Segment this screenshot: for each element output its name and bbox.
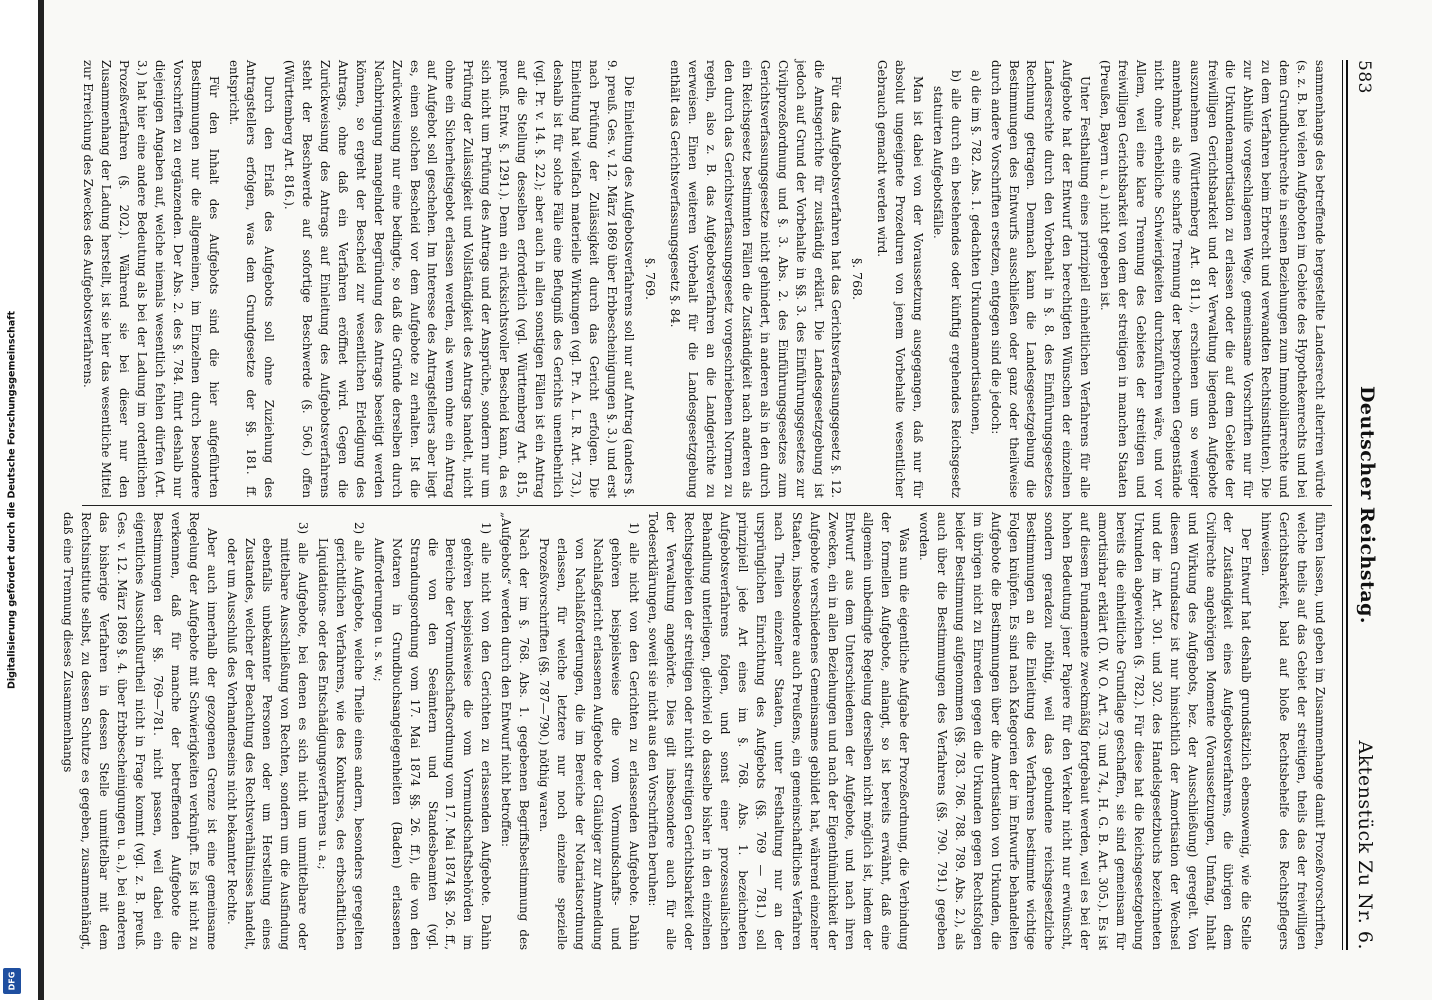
outer-margin xyxy=(0,0,38,1000)
paragraph: Die Einleitung des Aufgebotsverfahrens soll nur auf Antrag (anders §. 9. preuß. Ges. v. 12. März 1869 über Erbbescheinigungen §. 3.) und erst nach Prüfung der Zulässigkeit durch das Gericht erfolgen. Die Einleitung hat vielfach materielle Wirkungen (vgl. Pr. A. L. R. Art. 73.), deshalb ist für solche Fälle eine Befugniß des Gerichts unentbehrlich (vgl. Pr. v. 14. §. 22.); aber auch in allen sonstigen Fällen ist ein Antrag auf die Stellung desselben erforderlich (vgl. Württemberg Art. 815, preuß. Entw. §. 1291.). Denn ein rücksichtsvoller Bescheid kann, da es sich nicht um Prüfung des Antrags und der Ansprüche, sondern nur um Prüfung der Zulässigkeit und Vollständigkeit des Antrags handelt, nicht ohne ein Sicherheitsgebot erlassen werden, als wenn ohne ein Antrag auf Aufgebot soll geschehen. Im Interesse des Antragstellers aber liegt es, einen solchen Bescheid vor dem Aufgebote zu erhalten. Ist die Zurückweisung nur eine bedingte, so daß die Gründe derselben durch Nachbringung mangelnder Begründung des Antrags beseitigt werden können, so ergeht der Bescheid zur wesentlichen Erledigung des Antrags, ohne daß ein Verfahren eröffnet wird. Gegen die Zurückweisung des Antrags auf Einleitung des Aufgebotsverfahrens steht der Beschwerde auf sofortige Beschwerde (§. 506.) offen (Württemberg Art. 816.). xyxy=(282,60,637,498)
left-text-column xyxy=(81,60,1328,498)
rotated-page-content xyxy=(38,0,1432,1000)
digitization-credit xyxy=(2,40,22,960)
paragraph: Der Entwurf hat deshalb grundsätzlich ebensowenig, wie die Stelle der Zuständigkeit eines Aufgebotsverfahrens, die übrigen dem Civilrechte angehörigen Momente (Voraussetzungen, Umfang, Inhalt und Wirkung des Aufgebots, bez. der Ausschließung) geregelt. Von diesem Grundsatze ist nur hinsichtlich der Amortisation der Wechsel und der im Art. 301. und 302. des Handelsgesetzbuchs bezeichneten Urkunden abgewichen (§. 782.). Für diese hat die Reichsgesetzgebung bereits die einheitliche Grundlage geschaffen, sie sind gemeinsam für amortisirbar erklärt (D. W. O. Art. 73. und 74., H. G. B. Art. 305.). Es ist auf diesem Fundamente zweckmäßig fortgebaut werden, weil es bei der hohen Bedeutung jener Papiere für den Verkehr nicht nur erwünscht, sondern geradezu nöthig, weil das gebundene reichsgesetzliche Bestimmungen an die Einleitung des Verfahrens bestimmte wichtige Folgen knüpfen. Es sind nach Kategorien der im Entwurfe behandelten Aufgebote die Bestimmungen über die Amortisation von Urkunden, die im übrigen nicht zu Einreden gegen die Urkunden gegen Rechtsfolgen beider Bestimmung aufgenommen (§§. 783. 786. 788. 789. Abs. 2.), als auch über die Bestimmungen des Verfahrens (§§. 790. 791.) gegeben worden. xyxy=(917,512,1254,950)
header-rule xyxy=(1342,60,1348,950)
paragraph: b) alle durch ein bestehendes oder künftig ergehendes Reichsgesetz statuirten Aufgebotsfälle. xyxy=(930,70,963,498)
paragraph: 2) alle Aufgebote, welche Theile eines andern, besonders geregelten gerichtlichen Verfahrens, wie des Konkurses, des erbschaftlichen Liquidations- oder des Entschädigungsverfahrens u. a.; xyxy=(316,522,366,950)
dfg-logo xyxy=(3,968,21,994)
column-divider xyxy=(82,505,1332,506)
paragraph: Nach der im §. 768. Abs. 1. gegebenen Begriffsbestimmung des „Aufgebots“ werden durch den Entwurf nicht betroffen: xyxy=(499,512,532,950)
page-header xyxy=(1346,60,1380,950)
paragraph: Für das Aufgebotsverfahren hat das Gerichtsverfassungsgesetz §. 12. die Amtsgerichte für zuständig erklärt. Die Landesgesetzgebung ist jedoch auf Grund der Vorbehalte in §§. 3. des Einführungsgesetzes zur Civilprozeßordnung und §. 3. Abs. 2. des Einführungsgesetzes zum Gerichtsverfassungsgesetze nicht gehindert, in anderen als in den durch ein Reichsgesetz bestimmten Fällen die Zuständigkeit nach anderen als den durch das Gerichtsverfassungsgesetz vorgeschriebenen Normen zu regeln, also z. B. das Aufgebotsverfahren an die Landgerichte zu verweisen. Einen weiteren Vorbehalt für die Landesgesetzgebung enthält das Gerichtsverfassungsgesetz §. 84. xyxy=(668,60,844,498)
paragraph: Für den Inhalt des Aufgebots sind die hier aufgeführten Bestimmungen nur die allgemeinen, im Einzelnen durch besondere Vorschriften zu ergänzenden. Der Abs. 2. des §. 784. führt deshalb nur diejenigen Angaben auf, welche niemals wesentlich fehlen dürfen (Art. 3.) hat hier eine andere Bedeutung als bei der Ladung im ordentlichen Prozeßverfahren (§. 202.). Während sie bei dieser nur den Zusammenhang der Ladung herstellt, ist sie hier das wesentliche Mittel zur Erreichung des Zweckes des Aufgebotsverfahrens. xyxy=(81,60,221,498)
credit-text: Digitalisierung gefördert durch die Deutsche Forschungsgemeinschaft xyxy=(6,311,18,689)
paragraph: Was nun die eigentliche Aufgabe der Prozeßordnung, die Verbindung der formellen Aufgebote, anlangt, so ist bereits erwähnt, daß eine allgemein unbedingte Regelung derselben nicht möglich ist, indem der Entwurf aus dem Unterschiedenen der Aufgebote, und nach ihren Zwecken, ein in allen Beziehungen und nach der Eigenthümlichkeit der Aufgebote verschiedenes Gemeinsames gebildet hat, während einzelner Staaten, insbesondere auch Preußens, ein gemeinschaftliches Verfahren nach Theilen einzelner Staaten, unter Festhaltung nur an der ursprünglichen Einrichtung des Aufgebots (§§. 769 — 781.) soll prinzipiell jede Art eines im §. 768. Abs. 1. bezeichneten Aufgebotsverfahrens folgen, und sonst einer prozessualischen Behandlung unterliegen, gleichviel ob dasselbe bisher in den einzelnen Rechtsgebieten der streitigen oder nicht streitigen Gerichtsbarkeit oder der Verwaltung angehörte. Dies gilt insbesondere auch für alle Todeserklärungen, soweit sie nicht aus den Vorschriften beruhen: xyxy=(646,512,912,950)
paragraph: Unter Festhaltung eines prinzipiell einheitlichen Verfahrens für alle Aufgebote hat der Entwurf den berechtigten Wünschen der einzelnen Landesrechte durch den Vorbehalt in §. 8. des Einführungsgesetzes Rechnung getragen. Demnach kann die Landesgesetzgebung die Bestimmungen des Entwurfs ausschließen oder ganz oder theilweise durch andere Vorschriften ersetzen, entgegen sind die jedoch: xyxy=(988,60,1093,498)
paragraph: sammenhangs des betreffende hergestellte Landesrecht alteriren würde (s. z. B. bei vielen Aufgeboten im Gebiete des Hypothekenrechts und bei dem Grundbuchrechte in seinen Beziehungen zum Immobiliarrechte und zu dem Verfahren beim Erbrecht und verwandten Rechtsinstituten). Die zur Abhülfe vorgeschlagenen Wege, gemeinsame Vorschriften nur für die Urkundenamortisation zu erlassen oder die auf dem Gebiete der freiwilligen Gerichtsbarkeit und der Verwaltung liegenden Aufgebote auszunehmen (Württemberg Art. 811.), erschienen um so weniger annehmbar, als eine scharfe Trennung der besprochenen Gegenstände nicht ohne erhebliche Schwierigkeiten durchzuführen wäre, und vor Allem, weil eine klare Trennung des Gebietes der streitigen und freiwilligen Gerichtsbarkeit von dem der streitigen in manchen Staaten (Preußen, Bayern u. a.) nicht gegeben ist. xyxy=(1098,60,1327,498)
scan-edge xyxy=(38,0,44,1000)
paragraph: a) die im §. 782. Abs. 1. gedachten Urkundenamortisationen, xyxy=(968,70,983,435)
paragraph: Aber auch innerhalb der gezogenen Grenze ist eine gemeinsame Regelung der Aufgebote mit Schwierigkeiten verknüpft. Es ist nicht zu verkennen, daß für manche der betreffenden Aufgebote die Bestimmungen der §§. 769—781. nicht passen, weil dabei ein eigentliches Ausschlußurtheil nicht in Frage kommt (vgl. z. B. preuß. Ges. v. 12. März 1869 §. 4. über Erbbescheinigungen u. a.), bei anderen das bisherige Verfahren in dessen Stelle unmittelbar mit dem Rechtsinstitute selbst, zu dessen Schutze es gegeben, zusammenhängt, daß eine Trennung dieses Zusammenhangs xyxy=(61,512,219,950)
running-title: Deutscher Reichstag. xyxy=(1356,385,1378,625)
paragraph: 1) alle nicht von den Gerichten zu erlassenden Aufgebote. Dahin gehören beispielsweise die vom Vormundschaftsbehörden im Bereiche der Vormundschaftsordnung vom 17. Mai 1874 §§. 26. ff., die von den Seeämtern und Standesbeamten (vgl. Strandungsordnung vom 17. Mai 1874 §§. 26. ff.), die von den Notaren in Grundbuchsangelegenheiten (Baden) erlassenen Aufforderungen u. s. w.; xyxy=(371,522,494,950)
scanned-page xyxy=(38,0,1432,1000)
paragraph: 3) alle Aufgebote, bei denen es sich nicht um unmittelbare oder mittelbare Ausschließung von Rechten, sondern um die Ausfindung ebenfalls unbekannter Personen oder um Herstellung eines Zustandes, welcher der Beachtung des Rechtsverhältnisses handelt, oder um Ausschluß des Vorhandenseins nicht bekannter Rechte. xyxy=(224,522,311,950)
paragraph: 1) alle nicht von den Gerichten zu erlassenden Aufgebote. Dahin gehören beispielsweise die vom Vormundschafts- und Nachlaßgericht erlassenen Aufgebote der Gläubiger zur Anmeldung von Nachlaßforderungen, die im Bereiche der Notariatsordnung erlassen, für welche letztere nur noch einzelne spezielle Prozeßvorschriften (§§. 787—790.) nöthig waren. xyxy=(537,522,641,950)
right-text-column xyxy=(61,512,1328,950)
paragraph: Man ist dabei von der Voraussetzung ausgegangen, daß nur für absolut ungeeignete Prozeduren von jenem Vorbehalte wesentlicher Gebrauch gemacht werden wird. xyxy=(875,60,926,498)
dfg-logo-label: DFG xyxy=(7,971,17,991)
section-heading: §. 769. xyxy=(643,257,659,301)
paragraph: Durch den Erlaß des Aufgebots soll ohne Zuziehung des Antragstellers erfolgen, was dem Grundgesetze der §§. 181. ff. entspricht. xyxy=(226,60,277,498)
page-number: 583 xyxy=(1354,60,1374,94)
paragraph: führen lassen, und geben im Zusammenhange damit Prozeßvorschriften, welche theils auf das Gebiet der streitigen, theils das der freiwilligen Gerichtsbarkeit, bald auf bloße Rechtsbehelfe des Rechtspflegers hinweisen. xyxy=(1259,512,1327,950)
document-reference: Aktenstück Zu Nr. 6. xyxy=(1354,740,1376,950)
section-heading: §. 768. xyxy=(850,257,866,301)
